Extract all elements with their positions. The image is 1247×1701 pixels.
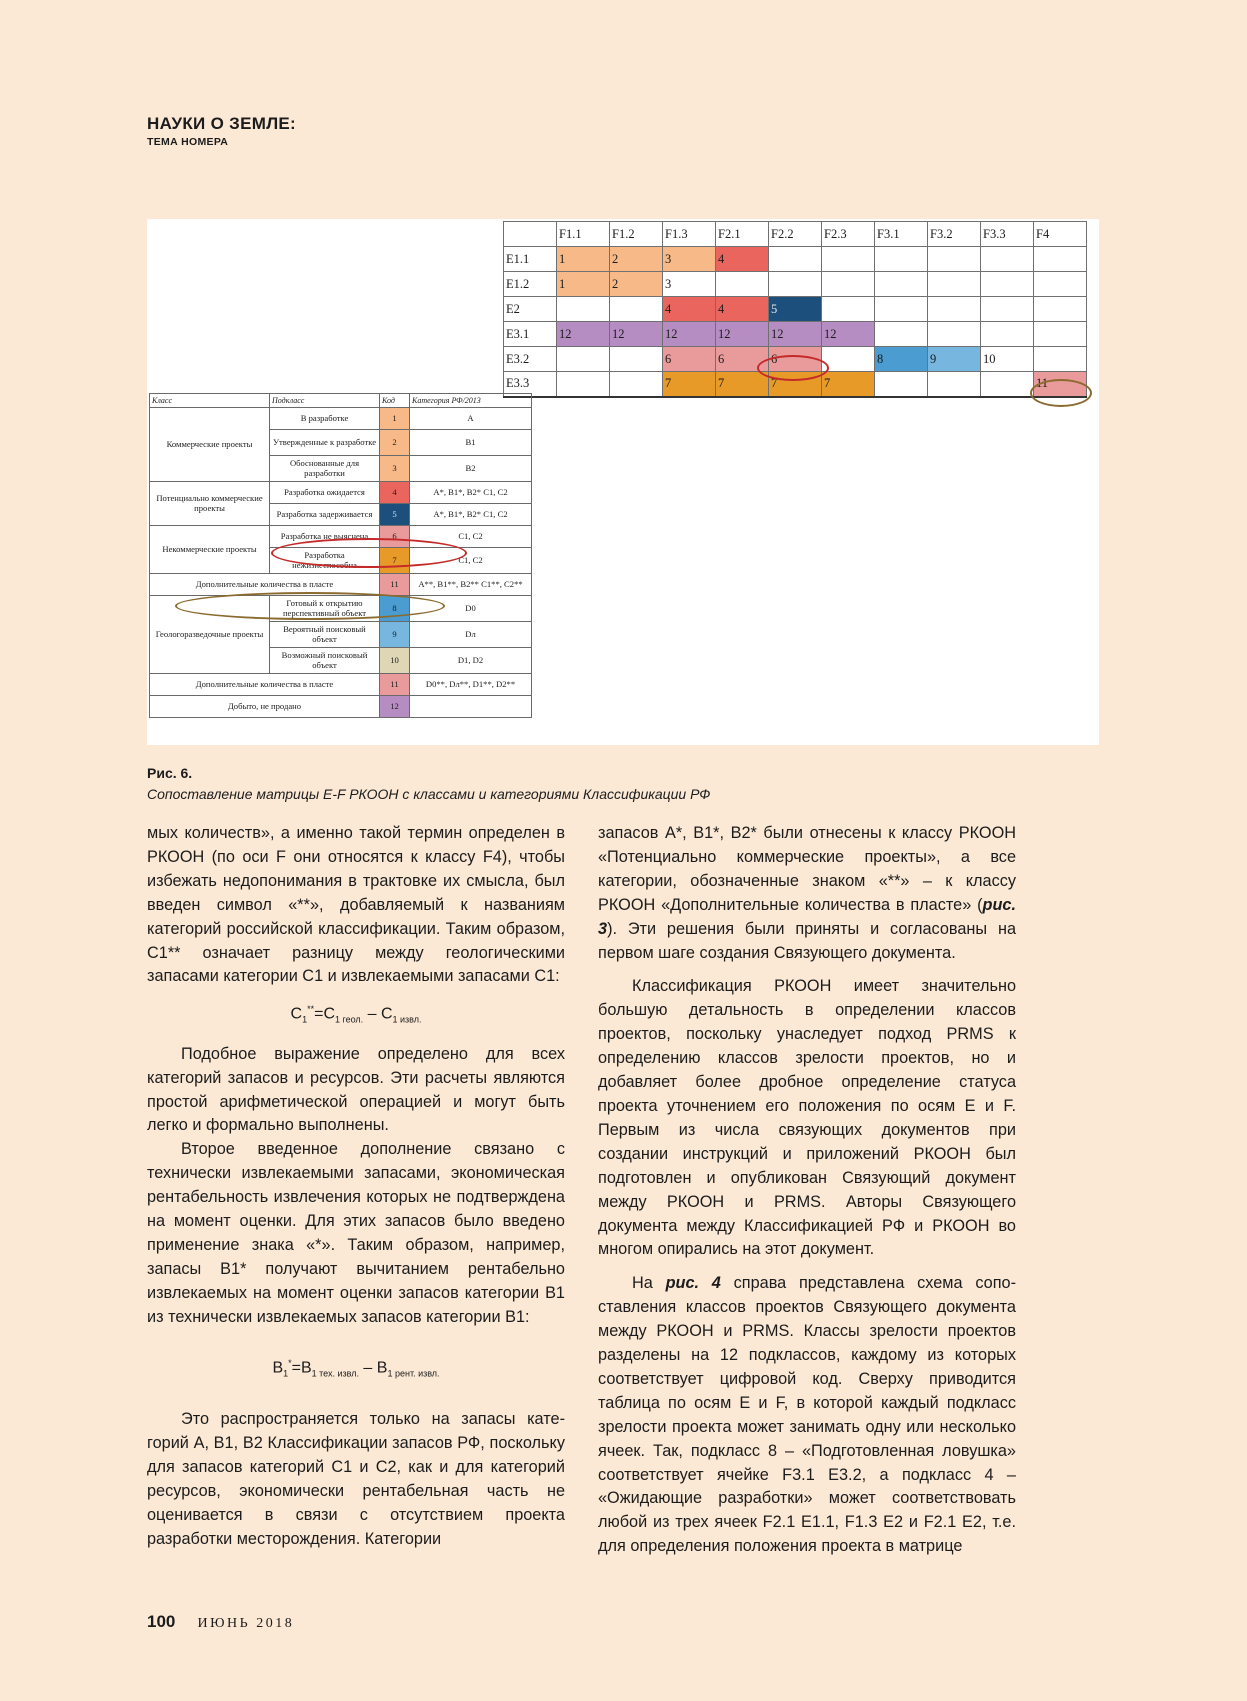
matrix-cell: 12 xyxy=(769,322,822,347)
caption-text: Сопоставление матрицы E-F РКООН с классами и категориями Классификации РФ xyxy=(147,786,711,802)
classes-class-cell: Некоммерческие проекты xyxy=(150,526,270,574)
classes-code-cell: 1 xyxy=(380,408,410,430)
matrix-cell xyxy=(610,372,663,397)
classes-col-header: Класс xyxy=(150,394,270,408)
matrix-cell: 10 xyxy=(981,347,1034,372)
matrix-cell xyxy=(875,372,928,397)
matrix-cell xyxy=(557,297,610,322)
matrix-cell xyxy=(557,372,610,397)
matrix-row-header: E3.1 xyxy=(504,322,557,347)
matrix-cell xyxy=(610,347,663,372)
classes-class-cell: Потенциально коммерческие проекты xyxy=(150,482,270,526)
paragraph: Второе введенное дополнение связано с технически извлекаемыми запасами, экономическая рентабельность извлечения которых не подтверждена на момент оценки. Для этих запасов было введено применение знака «*». Таким образом, например, запасы B1* получают вычитанием рентабельно извлекаемых на момент оценки запасов категории B1 из технически извлекаемых запасов категории B1: xyxy=(147,1140,565,1326)
classes-subclass-cell: Разработка нежизнеспособна xyxy=(270,548,380,574)
classes-subclass-cell: Разработка не выяснена xyxy=(270,526,380,548)
caption-label: Рис. 6. xyxy=(147,765,193,781)
matrix-row-header: E2 xyxy=(504,297,557,322)
matrix-cell xyxy=(981,247,1034,272)
matrix-cell xyxy=(981,322,1034,347)
text-column-right xyxy=(598,822,1016,1559)
classes-category-cell: D0**, Dл**, D1**, D2** xyxy=(410,674,532,696)
classes-code-cell: 2 xyxy=(380,430,410,456)
matrix-cell: 6 xyxy=(663,347,716,372)
paragraph: Это распространяется только на запасы категорий A, B1, B2 Классификации запасов РФ, поскольку для запасов категорий C1 и C2, как и для категорий ресурсов, экономически рентабельная часть не оценивается в связи с отсутствием проекта разработки месторождения. Категории xyxy=(147,1410,565,1548)
matrix-col-header: F3.2 xyxy=(928,222,981,247)
classes-subclass-cell: Утвержденные к разработке xyxy=(270,430,380,456)
matrix-cell: 2 xyxy=(610,272,663,297)
matrix-cell: 4 xyxy=(663,297,716,322)
section-subtitle: ТЕМА НОМЕРА xyxy=(147,136,229,148)
matrix-cell xyxy=(928,297,981,322)
matrix-cell: 12 xyxy=(610,322,663,347)
matrix-cell xyxy=(822,247,875,272)
classes-category-cell: B1 xyxy=(410,430,532,456)
matrix-cell xyxy=(928,372,981,397)
figure-caption xyxy=(147,765,1107,802)
matrix-cell xyxy=(1034,347,1087,372)
classes-subclass-cell: В разработке xyxy=(270,408,380,430)
figure-6 xyxy=(147,219,1099,745)
classes-col-header: Код xyxy=(380,394,410,408)
page-number: 100 xyxy=(147,1612,176,1631)
classes-subclass-cell: Разработка ожидается xyxy=(270,482,380,504)
matrix-cell xyxy=(875,297,928,322)
issue-date: ИЮНЬ 2018 xyxy=(197,1616,295,1631)
matrix-cell xyxy=(875,322,928,347)
classes-subclass-cell: Возможный поисковый объект xyxy=(270,648,380,674)
matrix-cell xyxy=(769,247,822,272)
classes-category-cell: D0 xyxy=(410,596,532,622)
classes-code-cell: 7 xyxy=(380,548,410,574)
matrix-cell: 1 xyxy=(557,272,610,297)
classes-code-cell: 11 xyxy=(380,674,410,696)
text-column-left xyxy=(147,822,565,1552)
matrix-cell: 12 xyxy=(557,322,610,347)
matrix-cell xyxy=(981,297,1034,322)
classes-code-cell: 5 xyxy=(380,504,410,526)
classes-col-header: Подкласс xyxy=(270,394,380,408)
matrix-cell: 6 xyxy=(769,347,822,372)
matrix-cell xyxy=(557,347,610,372)
classes-subclass-cell: Готовый к открытию перспективный объект xyxy=(270,596,380,622)
classes-category-cell: B2 xyxy=(410,456,532,482)
paragraph: Подобное выражение определено для всех категорий запасов и ресурсов. Эти расчеты являются простой арифметической операцией и могут быть легко и формально выполнены. xyxy=(147,1044,565,1135)
matrix-cell xyxy=(875,272,928,297)
page-footer xyxy=(147,1612,294,1632)
classes-code-cell: 4 xyxy=(380,482,410,504)
highlight-ellipse-additional-11 xyxy=(175,592,445,620)
classes-col-header: Категория РФ/2013 xyxy=(410,394,532,408)
matrix-cell xyxy=(716,272,769,297)
matrix-cell: 8 xyxy=(875,347,928,372)
formula-c1: $C_1^{**}=C_{1 геол.} - C_{1 извл.}$ xyxy=(290,1004,422,1025)
section-title: НАУКИ О ЗЕМЛЕ: xyxy=(147,114,297,133)
matrix-cell xyxy=(981,372,1034,397)
matrix-cell: 4 xyxy=(716,247,769,272)
matrix-cell: 4 xyxy=(716,297,769,322)
classes-subclass-cell: Разработка задерживается xyxy=(270,504,380,526)
classes-code-cell: 11 xyxy=(380,574,410,596)
matrix-col-header: F2.2 xyxy=(769,222,822,247)
matrix-cell xyxy=(875,247,928,272)
matrix-cell xyxy=(769,272,822,297)
matrix-cell: 7 xyxy=(822,372,875,397)
matrix-cell: 7 xyxy=(716,372,769,397)
classes-code-cell: 8 xyxy=(380,596,410,622)
matrix-cell xyxy=(928,322,981,347)
classes-category-cell xyxy=(410,696,532,718)
matrix-row-header: E3.2 xyxy=(504,347,557,372)
section-header xyxy=(147,114,296,148)
matrix-cell: 7 xyxy=(663,372,716,397)
matrix-cell xyxy=(822,347,875,372)
matrix-cell xyxy=(1034,247,1087,272)
classes-code-cell: 6 xyxy=(380,526,410,548)
classes-code-cell: 9 xyxy=(380,622,410,648)
formula-b1: $B_1^*=B_{1 тех. извл.} - B_{1 рент. извл.}$ xyxy=(272,1357,440,1379)
paragraph: мых количеств», а именно такой термин определен в РКООН (по оси F они относятся к классу F4), чтобы избежать недопонимания в трактовке их смысла, был введен символ «**», добавляемый к названиям категорий российской классификации. Таким образом, C1** означает разницу между геологическими запасами категории C1 и извлекаемыми запасами C1: xyxy=(147,824,565,986)
matrix-col-header: F1.3 xyxy=(663,222,716,247)
classes-category-cell: A*, B1*, B2* C1, C2 xyxy=(410,482,532,504)
classes-code-cell: 12 xyxy=(380,696,410,718)
classes-category-cell: A xyxy=(410,408,532,430)
classes-category-cell: A*, B1*, B2* C1, C2 xyxy=(410,504,532,526)
matrix-cell: 5 xyxy=(769,297,822,322)
matrix-cell xyxy=(1034,322,1087,347)
classes-class-cell: Геологоразведочные проекты xyxy=(150,596,270,674)
matrix-cell: 9 xyxy=(928,347,981,372)
matrix-col-header: F3.1 xyxy=(875,222,928,247)
classes-category-cell: C1, C2 xyxy=(410,526,532,548)
matrix-row-header: E1.1 xyxy=(504,247,557,272)
matrix-cell: 12 xyxy=(716,322,769,347)
matrix-cell: 11 xyxy=(1034,372,1087,397)
matrix-cell xyxy=(822,272,875,297)
paragraph: запасов A*, B1*, B2* были отнесены к классу РКООН «Потенциально коммерческие проекты», а все категории, обозначенные знаком «**» – к классу РКООН «Дополнительные количества в пласте» (рис. 3). Эти решения были приняты и согласованы на первом шаге создания Связующего документа. xyxy=(598,824,1016,962)
matrix-cell xyxy=(822,297,875,322)
classes-class-cell: Коммерческие проекты xyxy=(150,408,270,482)
classes-code-cell: 10 xyxy=(380,648,410,674)
matrix-cell xyxy=(610,297,663,322)
matrix-row-header: E1.2 xyxy=(504,272,557,297)
classes-span-label: Дополнительные количества в пласте xyxy=(150,674,380,696)
classes-span-label: Добыто, не продано xyxy=(150,696,380,718)
matrix-cell: 6 xyxy=(716,347,769,372)
matrix-col-header: F2.3 xyxy=(822,222,875,247)
matrix-cell xyxy=(928,272,981,297)
highlight-ellipse-e32-f22 xyxy=(757,355,829,381)
matrix-col-header: F2.1 xyxy=(716,222,769,247)
classes-code-cell: 3 xyxy=(380,456,410,482)
classes-span-label: Дополнительные количества в пласте xyxy=(150,574,380,596)
paragraph: На рис. 4 справа представлена схема сопоставления классов проектов Связующего документа между РКООН и PRMS. Классы зрелости проектов разделены на 12 подклассов, каждому из которых соответствует цифровой код. Сверху приводится таблица по осям E и F, в которой каждый подкласс зрелости проекта может занимать одну или несколько ячеек. Так, подкласс 8 – «Подготовленная ловушка» соответствует ячейке F3.1 E3.2, а подкласс 4 – «Ожидающие разработки» может соответствовать любой из трех ячеек F2.1 E1.1, F1.3 E2 и F2.1 E2, т.е. для определения положения проекта в матрице xyxy=(598,1274,1016,1556)
matrix-cell xyxy=(1034,272,1087,297)
matrix-cell xyxy=(928,247,981,272)
matrix-cell: 12 xyxy=(822,322,875,347)
matrix-col-header: F4 xyxy=(1034,222,1087,247)
classes-category-cell: Dл xyxy=(410,622,532,648)
matrix-cell: 7 xyxy=(769,372,822,397)
classes-category-cell: C1, C2 xyxy=(410,548,532,574)
highlight-ellipse-subclass-6 xyxy=(271,538,467,568)
matrix-col-header: F1.1 xyxy=(557,222,610,247)
paragraph: Классификация РКООН имеет значительно большую детальность в определении классов проектов, поскольку унаследует подход PRMS к определению классов зрелости проектов, но и добавляет более дробное определение статуса проекта уточнением его положения по осям E и F. Первым из числа связующих документов при создании инструкций и приложений РКООН был подготовлен и опубликован Связующий документ между РКООН и PRMS. Авторы Связующего документа между Классификацией РФ и РКООН во многом опирались на этот документ. xyxy=(598,977,1016,1259)
matrix-cell: 1 xyxy=(557,247,610,272)
matrix-col-header: F1.2 xyxy=(610,222,663,247)
matrix-cell: 3 xyxy=(663,272,716,297)
classes-category-cell: D1, D2 xyxy=(410,648,532,674)
matrix-cell: 2 xyxy=(610,247,663,272)
matrix-cell xyxy=(1034,297,1087,322)
matrix-col-header: F3.3 xyxy=(981,222,1034,247)
matrix-cell: 12 xyxy=(663,322,716,347)
classes-subclass-cell: Обоснованные для разработки xyxy=(270,456,380,482)
highlight-ellipse-e33-f4 xyxy=(1030,379,1092,407)
matrix-cell xyxy=(981,272,1034,297)
classes-subclass-cell: Вероятный поисковый объект xyxy=(270,622,380,648)
matrix-corner xyxy=(504,222,557,247)
classes-category-cell: A**, B1**, B2** C1**, C2** xyxy=(410,574,532,596)
matrix-row-header: E3.3 xyxy=(504,372,557,397)
figure-ref: рис. 3 xyxy=(598,895,1016,938)
figure-ref: рис. 4 xyxy=(665,1274,721,1293)
matrix-cell: 3 xyxy=(663,247,716,272)
